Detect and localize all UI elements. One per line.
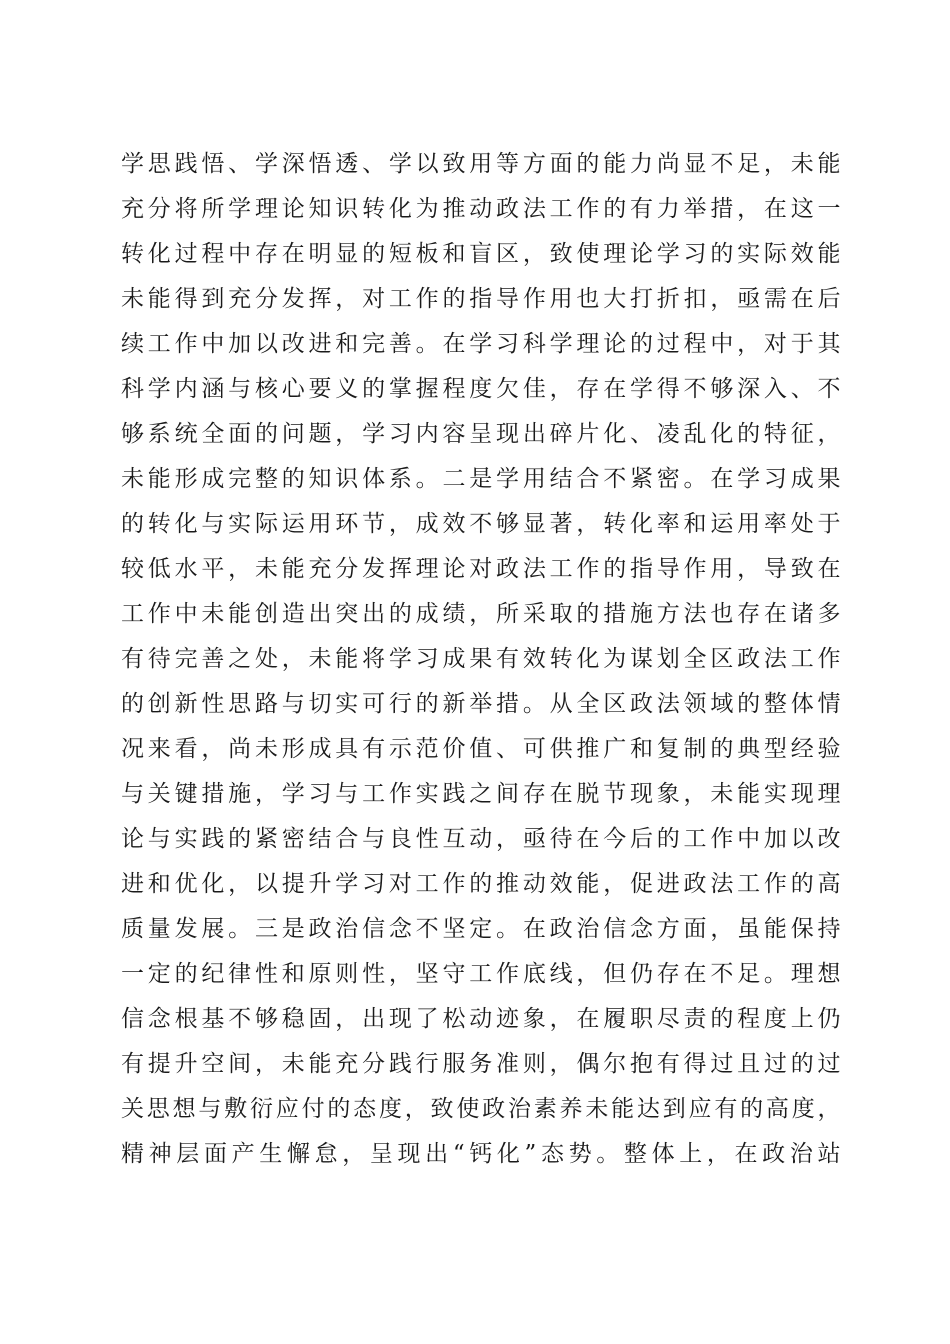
text-line: 工作中未能创造出突出的成绩，所采取的措施方法也存在诸多: [121, 601, 841, 627]
body-text: [121, 142, 841, 1177]
text-line: 信念根基不够稳固，出现了松动迹象，在履职尽责的程度上仍: [121, 1006, 841, 1032]
text-line: 关思想与敷衍应付的态度，致使政治素养未能达到应有的高度，: [121, 1096, 841, 1122]
text-line: 与关键措施，学习与工作实践之间存在脱节现象，未能实现理: [121, 781, 841, 807]
text-line: 有提升空间，未能充分践行服务准则，偶尔抱有得过且过的过: [121, 1051, 841, 1077]
text-line: 一定的纪律性和原则性，坚守工作底线，但仍存在不足。理想: [121, 961, 841, 987]
text-line: 精神层面产生懈怠，呈现出“钙化”态势。整体上，在政治站: [121, 1141, 841, 1167]
text-line: 质量发展。三是政治信念不坚定。在政治信念方面，虽能保持: [121, 916, 841, 942]
text-line: 较低水平，未能充分发挥理论对政法工作的指导作用，导致在: [121, 556, 841, 582]
text-line: 够系统全面的问题，学习内容呈现出碎片化、凌乱化的特征，: [121, 421, 841, 447]
text-line: 未能得到充分发挥，对工作的指导作用也大打折扣，亟需在后: [121, 286, 841, 312]
text-line: 有待完善之处，未能将学习成果有效转化为谋划全区政法工作: [121, 646, 841, 672]
text-line: 论与实践的紧密结合与良性互动，亟待在今后的工作中加以改: [121, 826, 841, 852]
text-line: 未能形成完整的知识体系。二是学用结合不紧密。在学习成果: [121, 466, 841, 492]
text-line: 科学内涵与核心要义的掌握程度欠佳，存在学得不够深入、不: [121, 376, 841, 402]
text-line: 转化过程中存在明显的短板和盲区，致使理论学习的实际效能: [121, 241, 841, 267]
text-line: 进和优化，以提升学习对工作的推动效能，促进政法工作的高: [121, 871, 841, 897]
text-line: 的转化与实际运用环节，成效不够显著，转化率和运用率处于: [121, 511, 841, 537]
text-line: 充分将所学理论知识转化为推动政法工作的有力举措，在这一: [121, 196, 841, 222]
text-line: 的创新性思路与切实可行的新举措。从全区政法领域的整体情: [121, 691, 841, 717]
text-line: 续工作中加以改进和完善。在学习科学理论的过程中，对于其: [121, 331, 841, 357]
text-line: 况来看，尚未形成具有示范价值、可供推广和复制的典型经验: [121, 736, 841, 762]
text-line: 学思践悟、学深悟透、学以致用等方面的能力尚显不足，未能: [121, 151, 841, 177]
